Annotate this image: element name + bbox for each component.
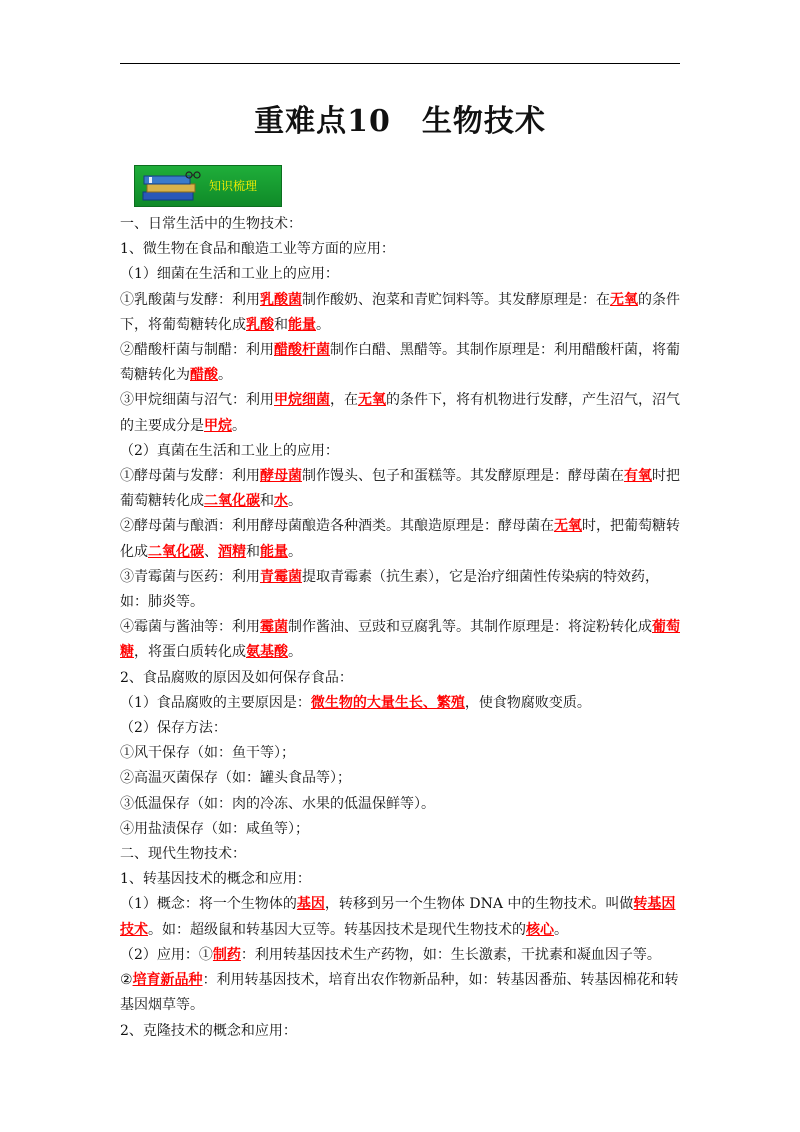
text-segment: 提取青霉素（抗生素），它是治疗细菌性传染病的特效药，如：肺炎等。 <box>120 568 659 611</box>
text-segment: ，将蛋白质转化成 <box>134 644 246 661</box>
text-segment: 。 <box>232 417 246 434</box>
text-segment: （1）概念：将一个生物体的 <box>120 896 297 913</box>
highlighted-term: 醋酸杆菌 <box>274 342 330 359</box>
text-line <box>120 439 682 464</box>
text-segment: 一、日常生活中的生物技术： <box>120 216 302 232</box>
banner-label: 知识梳理 <box>209 179 258 193</box>
text-segment: 的条件下，将有机物进行发酵，产生沼气，沼气的主要成分是 <box>120 392 680 434</box>
highlighted-term: 乳酸 <box>246 316 274 333</box>
text-line <box>120 867 682 892</box>
text-segment: （2）保存方法： <box>120 720 227 737</box>
text-line <box>120 968 682 1018</box>
text-segment: ④霉菌与酱油等：利用 <box>120 619 260 636</box>
text-segment: 时，把葡萄糖转化成 <box>120 518 680 560</box>
highlighted-term: 无氧 <box>358 392 386 409</box>
text-segment: 的条件下，将葡萄糖转化成 <box>120 291 680 333</box>
text-segment: （2）应用：① <box>120 946 213 963</box>
text-segment: （2）真菌在生活和工业上的应用： <box>120 442 339 459</box>
highlighted-term: 二氧化碳 <box>148 543 204 560</box>
text-segment: 、 <box>204 543 218 560</box>
text-segment: 1、转基因技术的概念和应用： <box>120 871 311 888</box>
text-segment: ②醋酸杆菌与制醋：利用 <box>120 342 274 359</box>
text-line <box>120 1019 682 1044</box>
text-line <box>120 262 682 287</box>
text-segment: 。 <box>316 316 330 333</box>
text-segment: 制作酱油、豆豉和豆腐乳等。其制作原理是：将淀粉转化成 <box>288 619 652 636</box>
text-line <box>120 212 682 237</box>
text-segment: 。 <box>288 493 302 510</box>
text-segment: ，转移到另一个生物体 DNA 中的生物技术。叫做 <box>324 896 634 913</box>
text-segment: 和 <box>274 316 288 333</box>
highlighted-term: 醋酸 <box>190 367 218 384</box>
text-segment: 。如：超级鼠和转基因大豆等。转基因技术是现代生物技术的 <box>148 921 526 938</box>
text-segment: 1、微生物在食品和酿造工业等方面的应用： <box>120 241 395 258</box>
page-title: 重难点10 生物技术 <box>254 104 546 139</box>
highlighted-term: 微生物的大量生长、繁殖 <box>310 694 465 711</box>
text-line <box>120 766 682 791</box>
text-segment: ④用盐渍保存（如：咸鱼等）； <box>120 820 309 837</box>
highlighted-term: 甲烷细菌 <box>274 392 330 409</box>
text-line <box>120 817 682 842</box>
text-segment: 制作馒头、包子和蛋糕等。其发酵原理是：酵母菌在 <box>302 468 624 485</box>
text-line <box>120 338 682 388</box>
text-segment: ②酵母菌与酿酒：利用酵母菌酿造各种酒类。其酿造原理是：酵母菌在 <box>120 518 554 535</box>
books-icon <box>141 170 203 202</box>
text-line <box>120 288 682 338</box>
text-line <box>120 741 682 766</box>
highlighted-term: 有氧 <box>624 468 652 485</box>
highlighted-term: 二氧化碳 <box>204 493 260 510</box>
text-segment: 二、现代生物技术： <box>120 846 246 863</box>
text-segment: （1）食品腐败的主要原因是： <box>120 694 311 711</box>
text-line <box>120 565 682 615</box>
text-segment: ②高温灭菌保存（如：罐头食品等）； <box>120 770 351 787</box>
text-segment: 和 <box>246 543 260 560</box>
text-segment: 。 <box>218 367 232 384</box>
text-line <box>120 615 682 665</box>
text-segment: ③青霉菌与医药：利用 <box>120 568 260 585</box>
text-segment: （1）细菌在生活和工业上的应用： <box>120 266 339 283</box>
text-segment: 制作白醋、黑醋等。其制作原理是：利用醋酸杆菌，将葡萄糖转化为 <box>120 342 680 384</box>
highlighted-term: 酒精 <box>218 543 246 560</box>
text-segment: ：利用转基因技术，培育出农作物新品种，如：转基因番茄、转基因棉花和转基因烟草等。 <box>120 972 679 1014</box>
text-line <box>120 237 682 262</box>
highlighted-term: 乳酸菌 <box>260 291 302 308</box>
highlighted-term: 无氧 <box>554 518 582 535</box>
highlighted-term: 酵母菌 <box>260 468 302 485</box>
highlighted-term: 甲烷 <box>204 417 232 434</box>
text-segment: 2、克隆技术的概念和应用： <box>120 1022 297 1039</box>
text-segment: ①风干保存（如：鱼干等）； <box>120 745 295 762</box>
text-segment: ② <box>120 972 133 989</box>
document-body <box>120 212 682 1044</box>
text-segment: 。 <box>288 644 302 661</box>
text-segment: ，使食物腐败变质。 <box>464 694 591 711</box>
text-line <box>120 716 682 741</box>
highlighted-term: 氨基酸 <box>246 644 288 661</box>
text-segment: 时把葡萄糖转化成 <box>120 468 680 510</box>
highlighted-term: 基因 <box>296 896 325 913</box>
text-line <box>120 666 682 691</box>
text-segment: ③低温保存（如：肉的冷冻、水果的低温保鲜等）。 <box>120 795 435 812</box>
highlighted-term: 制药 <box>212 946 241 963</box>
highlighted-term: 能量 <box>288 316 316 333</box>
text-line <box>120 691 682 716</box>
text-segment: ：利用转基因技术生产药物，如：生长激素，干扰素和凝血因子等。 <box>240 946 661 963</box>
text-line <box>120 514 682 564</box>
knowledge-banner <box>134 165 282 207</box>
text-segment: ③甲烷细菌与沼气：利用 <box>120 392 274 409</box>
text-segment: 。 <box>554 921 568 938</box>
text-line <box>120 943 682 968</box>
highlighted-term: 核心 <box>526 921 554 938</box>
text-segment: 。 <box>288 543 302 560</box>
text-line <box>120 464 682 514</box>
text-segment: ①酵母菌与发酵：利用 <box>120 468 260 485</box>
text-line <box>120 892 682 942</box>
highlighted-term: 青霉菌 <box>260 568 302 585</box>
text-segment: ①乳酸菌与发酵：利用 <box>120 291 260 308</box>
text-segment: 制作酸奶、泡菜和青贮饲料等。其发酵原理是：在 <box>302 291 610 308</box>
text-segment: ，在 <box>330 392 358 409</box>
highlighted-term: 葡萄糖 <box>120 619 680 661</box>
highlighted-term: 水 <box>274 493 288 510</box>
text-line <box>120 388 682 438</box>
text-segment: 和 <box>260 493 274 510</box>
highlighted-term: 能量 <box>260 543 288 560</box>
highlighted-term: 无氧 <box>610 291 638 308</box>
text-segment: 2、食品腐败的原因及如何保存食品： <box>120 669 353 686</box>
text-line <box>120 842 682 867</box>
highlighted-term: 霉菌 <box>260 619 288 636</box>
text-line <box>120 792 682 817</box>
highlighted-term: 培育新品种 <box>132 972 203 989</box>
highlighted-term: 转基因技术 <box>120 896 676 938</box>
header-rule <box>120 63 680 64</box>
